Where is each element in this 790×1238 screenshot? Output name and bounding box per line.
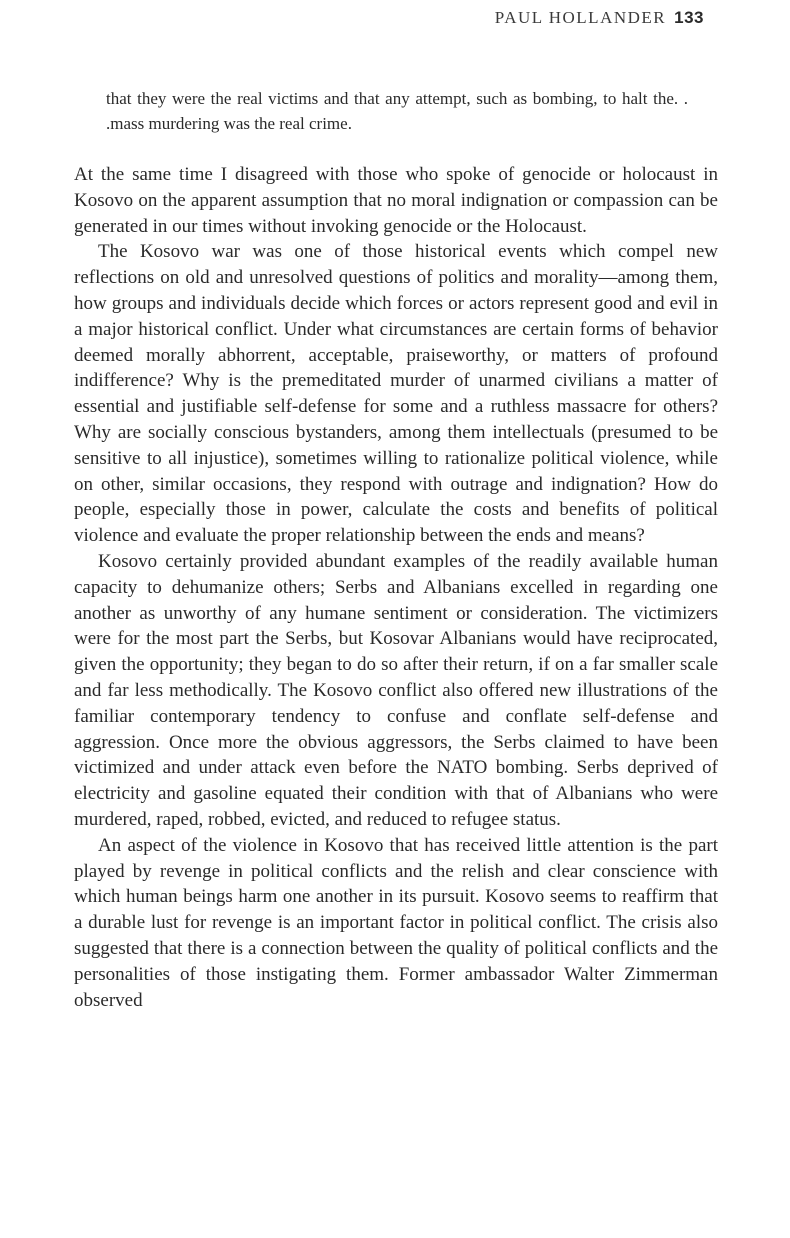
- page-number: 133: [674, 8, 704, 27]
- paragraph-4: An aspect of the violence in Kosovo that has received little attention is the part played by revenge in political conflicts and the relish and clear conscience with which human beings harm one another in its pursuit. Kosovo seems to reaffirm that a durable lust for revenge is an important factor in political conflict. The crisis also suggested that there is a connection between the quality of political conflicts and the personalities of those instigating them. Former ambassador Walter Zimmerman observed: [74, 834, 718, 1011]
- running-head: [495, 8, 704, 28]
- paragraph-2: The Kosovo war was one of those historical events which compel new reflections on old and unresolved questions of politics and morality—among them, how groups and individuals decide which forces or actors represent good and evil in a major historical conflict. Under what circumstances are certain forms of behavior deemed morally abhorrent, acceptable, praiseworthy, or matters of profound indifference? Why is the premeditated murder of unarmed civilians a matter of essential and justifiable self-defense for some and a ruthless massacre for others? Why are socially conscious bystanders, among them intellectuals (presumed to be sensitive to all injustice), sometimes willing to rationalize political violence, while on other, similar occasions, they respond with outrage and indignation? How do people, especially those in power, calculate the costs and benefits of political violence and evaluate the proper relationship between the ends and means?: [74, 241, 718, 547]
- block-quote: that they were the real victims and that any attempt, such as bombing, to halt the. . .mass murdering was the real crime.: [106, 89, 688, 133]
- paragraph-3: Kosovo certainly provided abundant examples of the readily available human capacity to dehumanize others; Serbs and Albanians excelled in regarding one another as unworthy of any humane sentiment or consideration. The victimizers were for the most part the Serbs, but Kosovar Albanians would have reciprocated, given the opportunity; they began to do so after their return, if on a far smaller scale and far less methodically. The Kosovo conflict also offered new illustrations of the familiar contemporary tendency to confuse and conflate self-defense and aggression. Once more the obvious aggressors, the Serbs claimed to have been victimized and under attack even before the NATO bombing. Serbs deprived of electricity and gasoline equated their condition with that of Albanians who were murdered, raped, robbed, evicted, and reduced to refugee status.: [74, 550, 718, 830]
- running-head-author: PAUL HOLLANDER: [494, 8, 667, 27]
- body-text: [74, 162, 718, 1013]
- paragraph-1: At the same time I disagreed with those who spoke of genocide or holocaust in Kosovo on the apparent assumption that no moral indignation or compassion can be generated in our times without invoking genocide or the Holocaust.: [74, 164, 718, 237]
